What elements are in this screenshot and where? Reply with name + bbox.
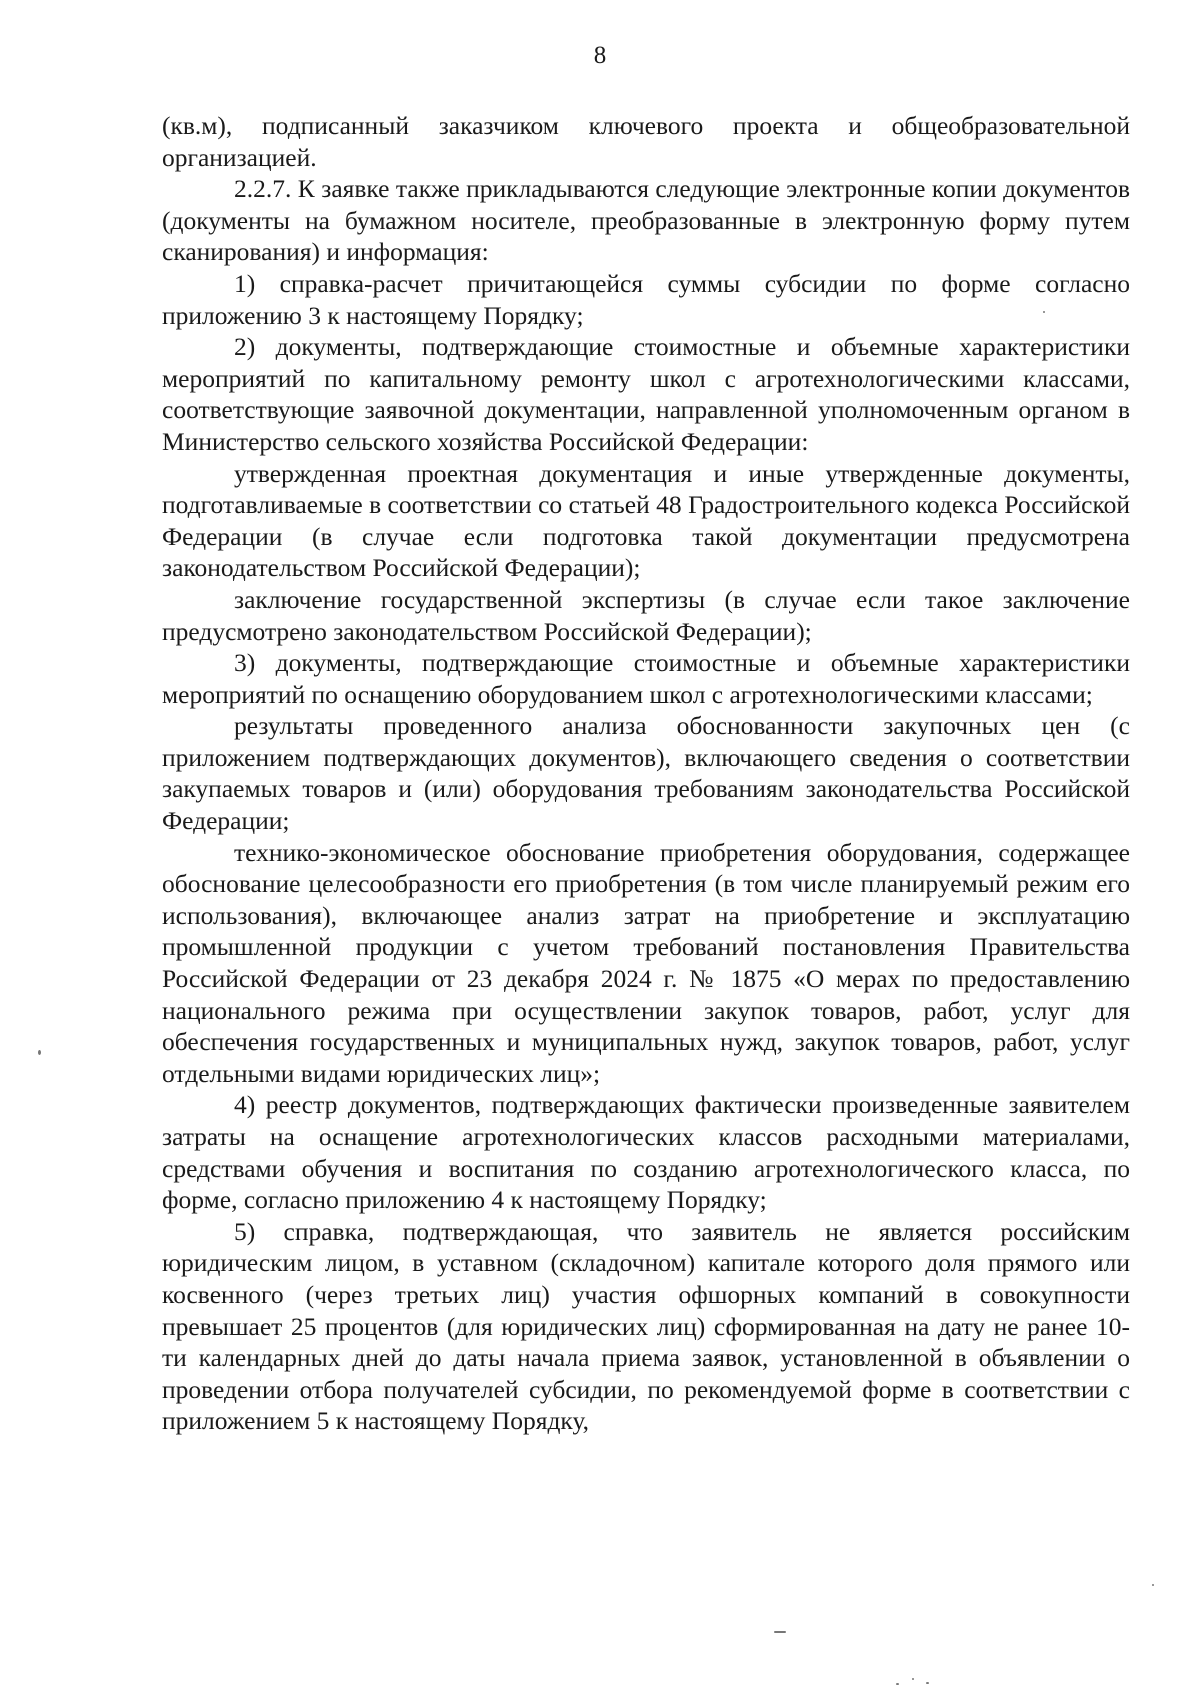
list-item-3: 3) документы, подтверждающие стоимостные и объемные характеристики мероприятий по оснащению оборудованием школ с агротехнологическими классами; [162, 648, 1130, 709]
scan-speck [1152, 1584, 1154, 1586]
scan-speck [912, 1678, 914, 1680]
list-item-5: 5) справка, подтверждающая, что заявитель не является российским юридическим лицом, в уставном (складочном) капитале которого доля прямого или косвенного (через третьих лиц) участия офшорных компаний в совокупности превышает 25 процентов (для юридических лиц) сформированная на дату не ранее 10-ти календарных дней до даты начала приема заявок, установленной в объявлении о проведении отбора получателей субсидии, по рекомендуемой форме в соответствии с приложением 5 к настоящему Порядку, [162, 1216, 1130, 1436]
sub-item-project-docs: утвержденная проектная документация и иные утвержденные документы, подготавливаемые в соответствии со статьей 48 Градостроительного кодекса Российской Федерации (в случае если подготовка такой документации предусмотрена законодательством Российской Федерации); [162, 458, 1130, 583]
paragraph-2-2-7: 2.2.7. К заявке также прикладываются следующие электронные копии документов (документы на бумажном носителе, преобразованные в электронную форму путем сканирования) и информация: [162, 174, 1130, 267]
sub-item-feasibility-study: технико-экономическое обоснование приобретения оборудования, содержащее обоснование целесообразности его приобретения (в том числе планируемый режим его использования), включающее анализ затрат на приобретение и эксплуатацию промышленной продукции с учетом требований постановления Правительства Российской Федерации от 23 декабря 2024 г. № 1875 «О мерах по предоставлению национального режима при осуществлении закупок товаров, работ, услуг для обеспечения государственных и муниципальных нужд, закупок товаров, работ, услуг отдельными видами юридических лиц»; [162, 837, 1130, 1088]
paragraph-continuation: (кв.м), подписанный заказчиком ключевого проекта и общеобразовательной организацией. [162, 111, 1130, 172]
sub-item-state-expertise: заключение государственной экспертизы (в случае если такое заключение предусмотрено законодательством Российской Федерации); [162, 584, 1130, 646]
list-item-4: 4) реестр документов, подтверждающих фактически произведенные заявителем затраты на оснащение агротехнологических классов расходными материалами, средствами обучения и воспитания по созданию агротехнологического класса, по форме, согласно приложению 4 к настоящему Порядку; [162, 1090, 1130, 1215]
scan-speck [926, 1682, 929, 1684]
scan-speck [774, 1631, 786, 1633]
page-number: 8 [593, 42, 607, 69]
list-item-1: 1) справка-расчет причитающейся суммы субсидии по форме согласно приложению 3 к настоящему Порядку; [162, 268, 1130, 330]
scan-speck [896, 1683, 899, 1685]
document-body [162, 110, 1130, 1437]
sub-item-price-analysis: результаты проведенного анализа обоснованности закупочных цен (с приложением подтверждающих документов), включающего сведения о соответствии закупаемых товаров и (или) оборудования требованиям законодательства Российской Федерации; [162, 711, 1130, 836]
scan-speck [38, 1050, 41, 1055]
list-item-2: 2) документы, подтверждающие стоимостные и объемные характеристики мероприятий по капитальному ремонту школ с агротехнологическими классами, соответствующие заявочной документации, направленной уполномоченным органом в Министерство сельского хозяйства Российской Федерации: [162, 332, 1130, 456]
scan-speck [1043, 311, 1045, 313]
